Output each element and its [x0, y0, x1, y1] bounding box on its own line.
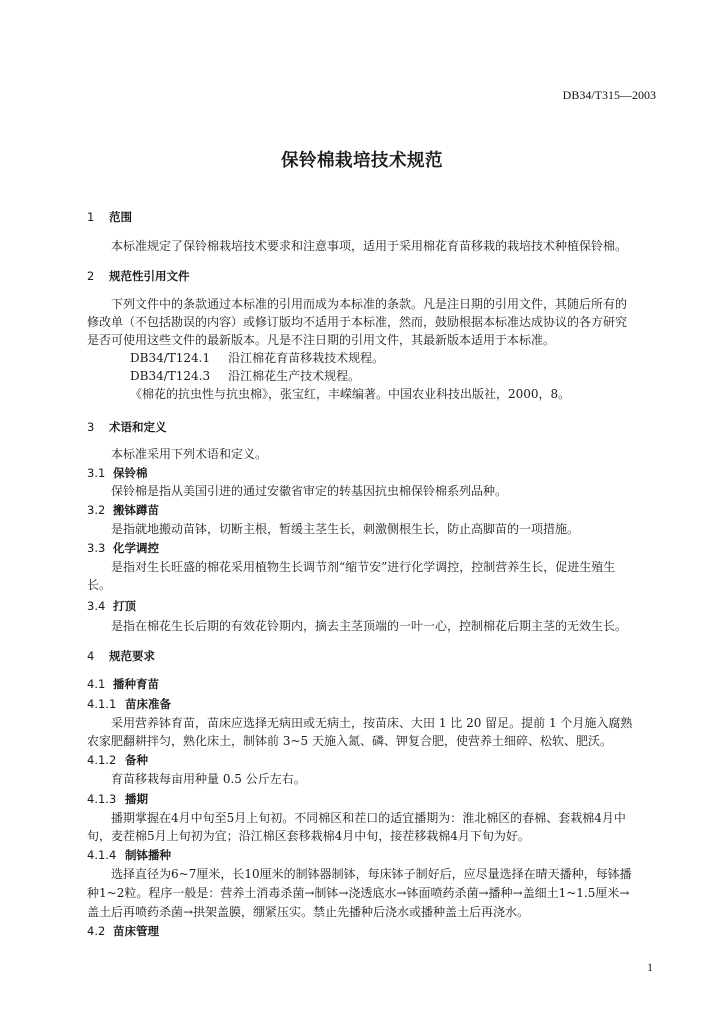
- subsection-heading-4-1-3: 4.1.3 播期: [87, 792, 148, 806]
- term-heading-3-4: 3.4 打顶: [87, 599, 136, 613]
- subsection-heading-4-2: 4.2 苗床管理: [87, 924, 159, 938]
- paragraph: 本标准采用下列术语和定义。: [111, 447, 268, 461]
- paragraph: 本标准规定了保铃棉栽培技术要求和注意事项，适用于采用棉花育苗移栽的栽培技术种植保铃棉。: [111, 239, 628, 253]
- paragraph-line: 下列文件中的条款通过本标准的引用而成为本标准的条款。凡是注日期的引用文件，其随后所有的: [111, 297, 628, 311]
- subsection-heading-4-1: 4.1 播种育苗: [87, 677, 159, 691]
- section-heading-2: 2 规范性引用文件: [87, 269, 190, 283]
- paragraph-line: 选择直径为6~7厘米，长10厘米的制钵器制钵，每床钵子制好后，应尽量选择在晴天播种，每钵播: [111, 867, 632, 881]
- term-definition: 是指对生长旺盛的棉花采用植物生长调节剂“缩节安”进行化学调控，控制营养生长，促进生殖生: [111, 560, 616, 574]
- term-definition: 保铃棉是指从美国引进的通过安徽省审定的转基因抗虫棉保铃棉系列品种。: [111, 484, 508, 498]
- standard-code: DB34/T315—2003: [562, 88, 656, 102]
- section-heading-3: 3 术语和定义: [87, 420, 167, 434]
- paragraph-line: 采用营养钵育苗，苗床应选择无病田或无病土，按苗床、大田 1 比 20 留足。提前 1 个月施入腐熟: [111, 716, 633, 730]
- subsection-heading-4-1-1: 4.1.1 苗床准备: [87, 697, 171, 711]
- paragraph-line: 农家肥翻耕拌匀，熟化床土，制钵前 3~5 天施入氮、磷、钾复合肥，使营养土细碎、松软、肥沃。: [87, 734, 612, 748]
- paragraph-line: 旬，麦茬棉5月上旬初为宜；沿江棉区套移栽棉4月中旬，接茬移栽棉4月下旬为好。: [87, 829, 530, 843]
- section-heading-1: 1 范围: [87, 210, 132, 224]
- term-definition: 长。: [87, 578, 112, 592]
- paragraph-line: 播期掌握在4月中旬至5月上旬初。不同棉区和茬口的适宜播期为：淮北棉区的春棉、套栽棉4月中: [111, 811, 626, 825]
- reference-item: 《棉花的抗虫性与抗虫棉》，张宝红，丰嵘编著。中国农业科技出版社，2000，8。: [130, 387, 571, 401]
- term-definition: 是指就地搬动苗钵，切断主根，暂缓主茎生长，刺激侧根生长，防止高脚苗的一项措施。: [111, 522, 580, 536]
- reference-item: DB34/T124.3 沿江棉花生产技术规程。: [130, 369, 361, 383]
- paragraph-line: 育苗移栽每亩用种量 0.5 公斤左右。: [111, 772, 306, 786]
- subsection-heading-4-1-4: 4.1.4 制钵播种: [87, 848, 171, 862]
- paragraph-line: 是否可使用这些文件的最新版本。凡是不注日期的引用文件，其最新版本适用于本标准。: [87, 333, 556, 347]
- term-heading-3-2: 3.2 搬钵蹲苗: [87, 503, 159, 517]
- reference-item: DB34/T124.1 沿江棉花育苗移栽技术规程。: [130, 351, 385, 365]
- paragraph-line: 种1~2粒。程序一般是：营养土消毒杀菌→制钵→浇透底水→钵面喷药杀菌→播种→盖细土1~1.5厘米→: [87, 886, 630, 900]
- term-definition: 是指在棉花生长后期的有效花铃期内，摘去主茎顶端的一叶一心，控制棉花后期主茎的无效生长。: [111, 619, 628, 633]
- term-heading-3-3: 3.3 化学调控: [87, 541, 159, 555]
- subsection-heading-4-1-2: 4.1.2 备种: [87, 753, 148, 767]
- paragraph-line: 修改单（不包括勘误的内容）或修订版均不适用于本标准，然而，鼓励根据本标准达成协议的各方研究: [87, 315, 628, 329]
- term-heading-3-1: 3.1 保铃棉: [87, 466, 148, 480]
- paragraph-line: 盖土后再喷药杀菌→拱架盖膜，绷紧压实。禁止先播种后浇水或播种盖土后再浇水。: [87, 905, 530, 919]
- page-number: 1: [647, 960, 653, 974]
- section-heading-4: 4 规范要求: [87, 649, 155, 663]
- document-title: 保铃棉栽培技术规范: [281, 151, 443, 171]
